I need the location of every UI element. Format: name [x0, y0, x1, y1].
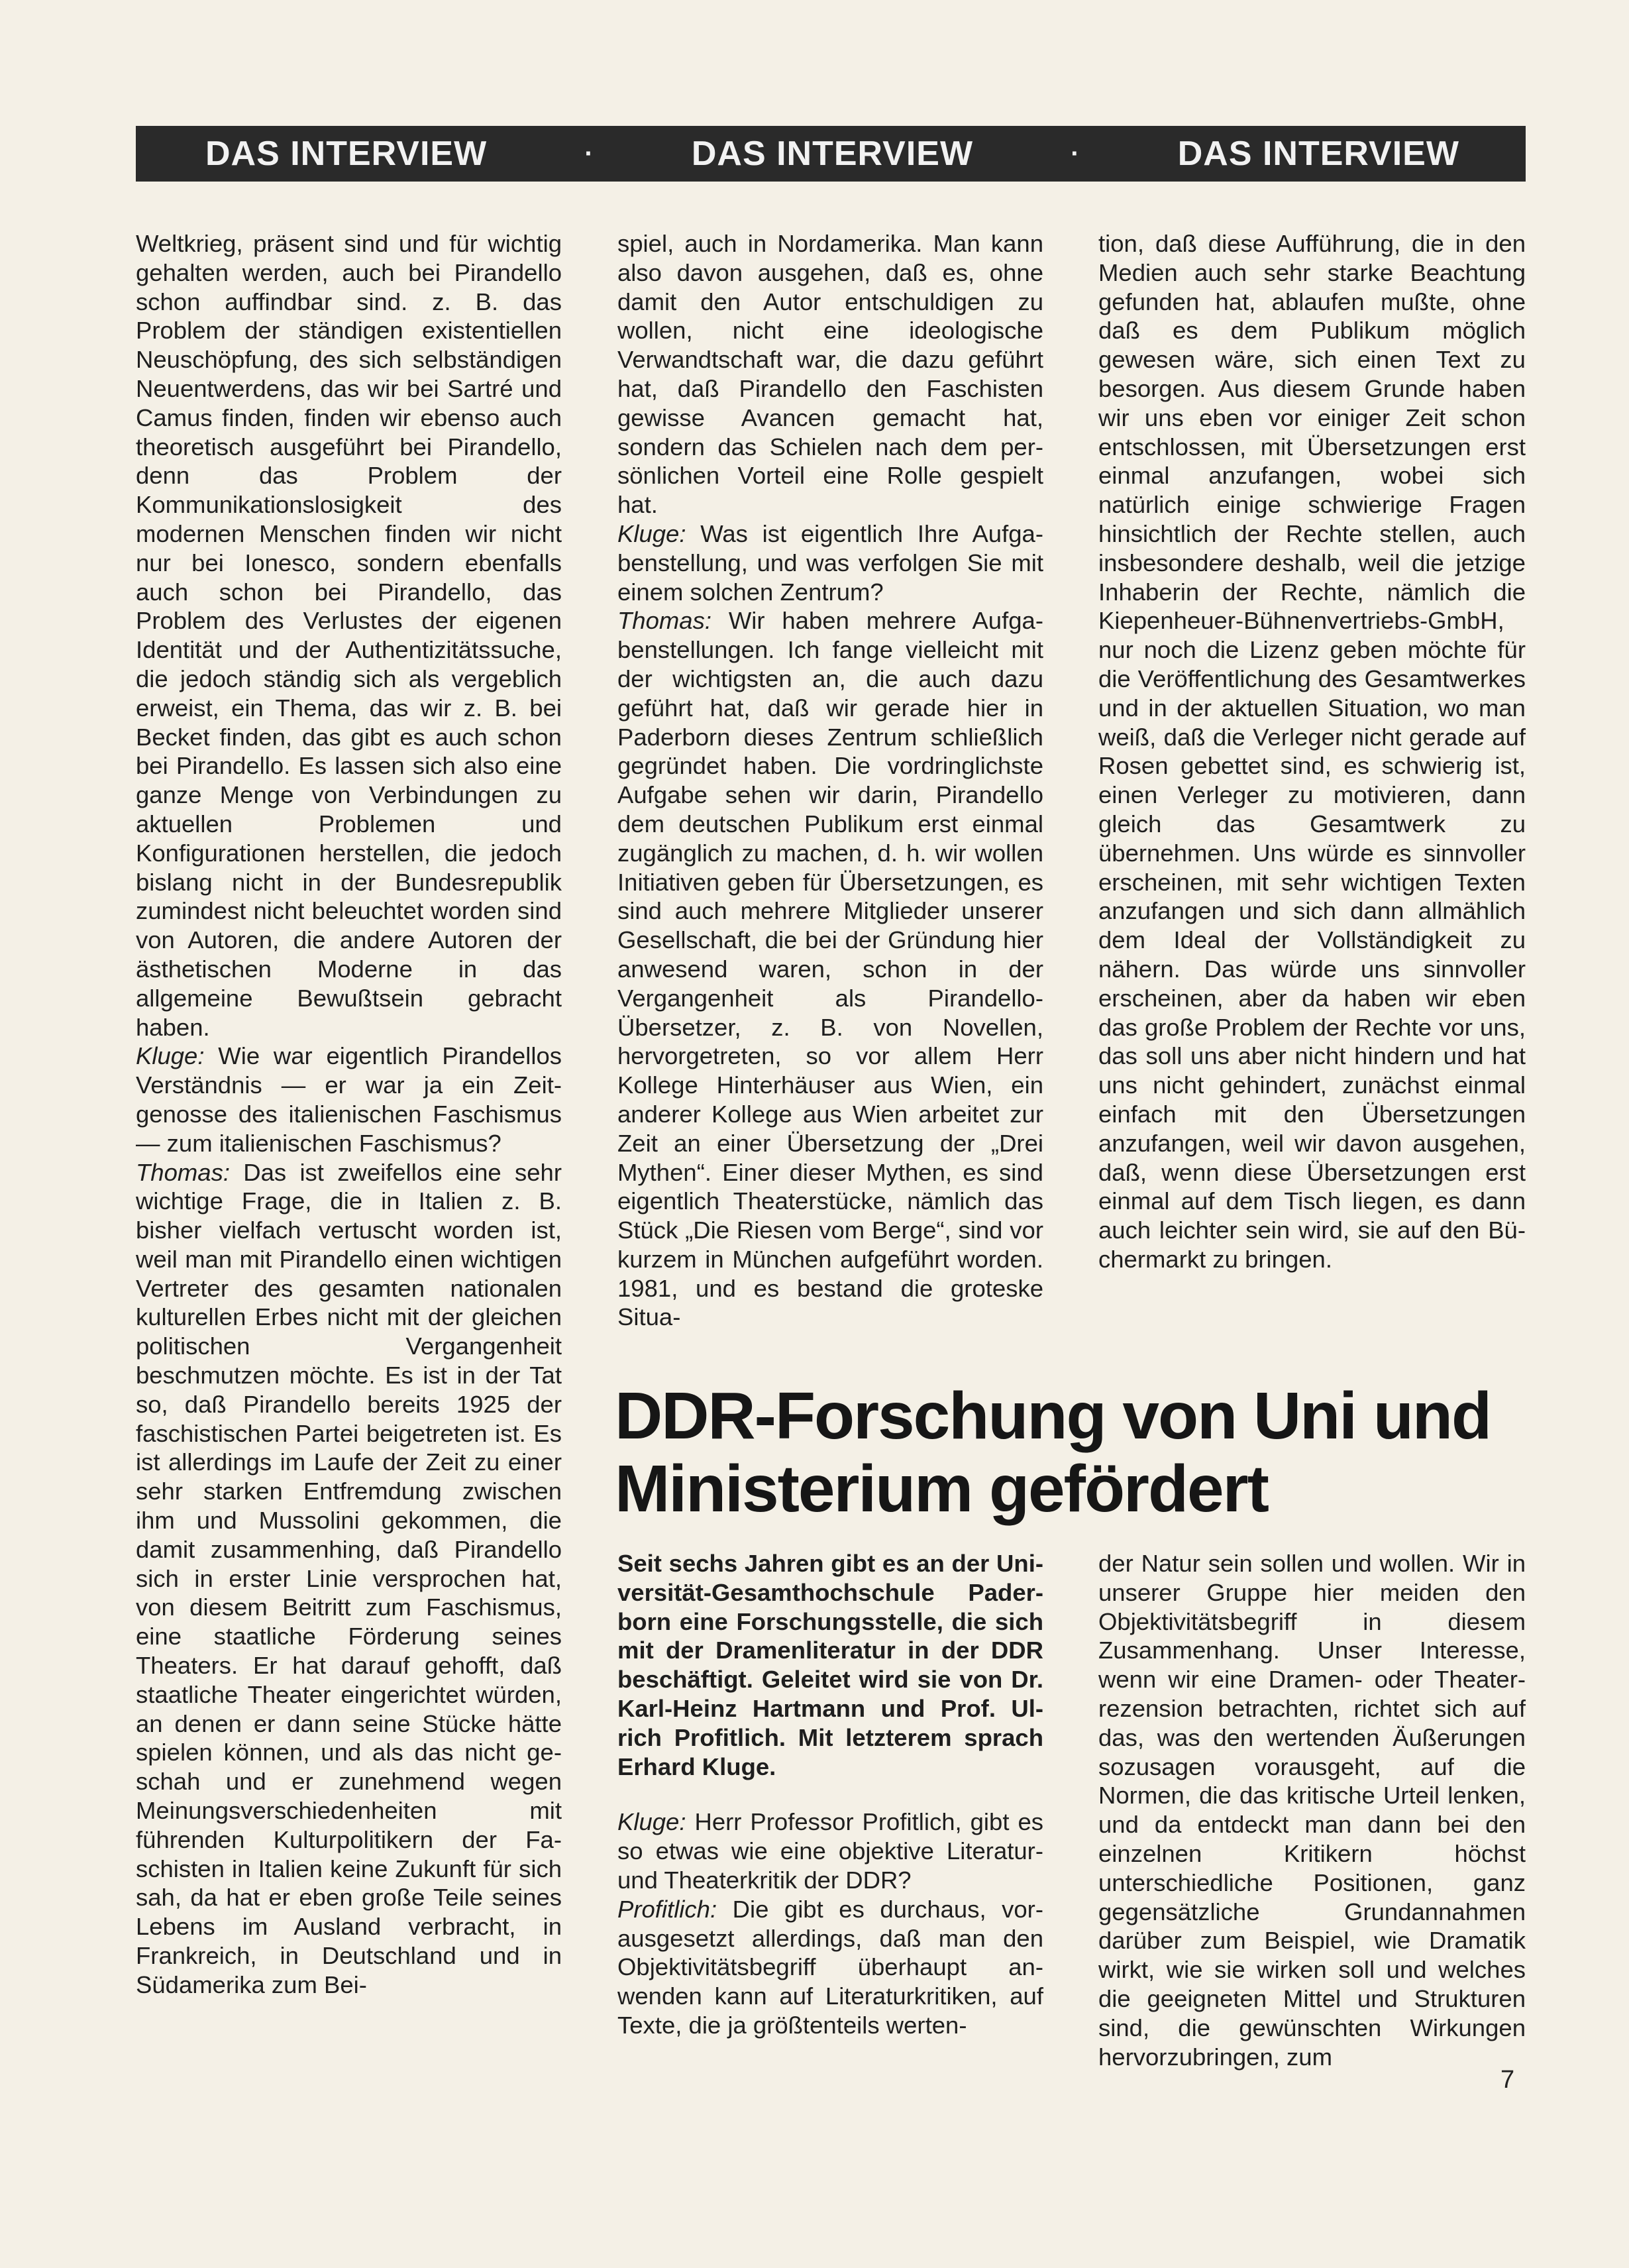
paragraph [136, 229, 562, 1042]
banner-separator: · [584, 138, 594, 168]
paragraph-text: Wie war eigentlich Pirandellos Verständnis — er war ja ein Zeitgenosse des italienischen Faschismus — zum italienischen Faschismus? [136, 1042, 562, 1157]
paragraph-text: Wir haben mehrere Aufgabenstellungen. Ich fange vielleicht mit der wichtigsten an, die auch dazu geführt hat, daß wir gerade hier in Paderborn dieses Zentrum schließlich gegründet haben. Die vordringlichste Aufgabe sehen wir darin, Pirandello dem deutschen Publikum erst einmal zugänglich zu machen, d. h. wir wollen Initiativen geben für Übersetzungen, es sind auch mehrere Mitglieder unserer Gesellschaft, die bei der Gründung hier anwesend waren, schon in der Vergangenheit als Pirandello-Übersetzer, z. B. von Novellen, hervorgetreten, so vor allem Herr Kollege Hinterhäuser aus Wien, ein anderer Kollege aus Wien arbeitet zur Zeit an einer Übersetzung der „Drei Mythen“. Einer dieser Mythen, es sind eigentlich Theaterstücke, nämlich das Stück „Die Riesen vom Berge“, sind vor kurzem in München aufgeführt worden. 1981, und es bestand die groteske Situa- [617, 607, 1043, 1331]
banner-label: DAS INTERVIEW [1177, 135, 1459, 173]
paragraph [617, 519, 1043, 606]
article-lead: Seit sechs Jahren gibt es an der Universität-Gesamthochschule Paderborn eine Forschungsstelle, die sich mit der Dramenliteratur in der DDR beschäftigt. Geleitet wird sie von Dr. Karl-Heinz Hartmann und Prof. Ulrich Profitlich. Mit letzterem sprach Erhard Kluge. [617, 1550, 1043, 1780]
paragraph-text: tion, daß diese Aufführung, die in den Medien auch sehr starke Beachtung gefunden hat, ablaufen mußte, ohne daß es dem Publikum möglich gewesen wäre, sich einen Text zu besorgen. Aus diesem Grunde haben wir uns eben vor einiger Zeit schon entschlossen, mit Übersetzungen erst einmal anzufangen, wobei sich natürlich einige schwierige Fragen hinsichtlich der Rechte stellen, auch insbesondere deshalb, weil die jetzige Inhaberin der Rechte, nämlich die Kiepenheuer-Bühnenvertriebs-GmbH, nur noch die Lizenz geben möchte für die Veröffentlichung des Gesamtwerkes und in der aktuellen Situation, wo man weiß, daß die Verleger nicht gerade auf Rosen gebettet sind, es schwierig ist, einen Verleger zu motivieren, dann gleich das Gesamtwerk zu übernehmen. Uns würde es sinnvoller erscheinen, mit sehr wichtigen Texten anzufangen und sich dann allmählich dem Ideal der Vollständigkeit zu nähern. Das würde uns sinnvoller erscheinen, aber da haben wir eben das große Problem der Rechte vor uns, das soll uns aber nicht hindern und hat uns nicht gehindert, zunächst einmal einfach mit den Übersetzungen anzufangen, weil wir davon ausgehen, daß, wenn diese Übersetzungen erst einmal auf dem Tisch liegen, es dann auch leichter sein wird, sie auf den Büchermarkt zu bringen. [1098, 230, 1526, 1273]
paragraph [617, 606, 1043, 1332]
paragraph-text: Das ist zweifellos eine sehr wichtige Frage, die in Italien z. B. bisher vielfach vertuscht worden ist, weil man mit Pirandello einen wichtigen Vertreter des gesamten nationalen kulturellen Erbes nicht mit der gleichen politischen Vergangenheit beschmutzen möchte. Es ist in der Tat so, daß Pirandello bereits 1925 der faschistischen Partei beigetreten ist. Es ist allerdings im Laufe der Zeit zu einer sehr starken Entfremdung zwischen ihm und Mussolini gekommen, die damit zusammenhing, daß Pirandello sich in erster Linie versprochen hat, von diesem Beitritt zum Faschismus, eine staatliche Förderung seines Theaters. Er hat darauf gehofft, daß staatliche Theater eingerichtet würden, an denen er dann seine Stücke hätte spielen können, und als das nicht geschah und er zunehmend wegen Meinungsverschiedenheiten mit führenden Kulturpolitikern der Faschisten in Italien keine Zukunft für sich sah, da hat er eben große Teile seines Lebens im Ausland verbracht, in Frankreich, in Deutschland und in Südamerika zum Bei- [136, 1158, 562, 1998]
paragraph [136, 1042, 562, 1158]
paragraph [1098, 1549, 1526, 2071]
speaker-label: Thomas: [617, 607, 711, 635]
paragraph [1098, 229, 1526, 1274]
interview-column-2 [617, 229, 1043, 1332]
speaker-label: Kluge: [617, 1808, 686, 1836]
article-column-2 [1098, 1549, 1526, 2071]
article-headline: DDR-Forschung von Uni und Ministerium gefördert [615, 1379, 1491, 1526]
section-banner [136, 126, 1526, 182]
paragraph-text: Weltkrieg, präsent sind und für wichtig gehalten werden, auch bei Pirandello schon auffindbar sind. z. B. das Problem der ständigen existentiellen Neuschöpfung, des sich selbständigen Neuentwerdens, das wir bei Sartré und Camus finden, finden wir ebenso auch theoretisch ausgeführt bei Pirandello, denn das Problem der Kommunikationslosigkeit des modernen Menschen finden wir nicht nur bei Ionesco, sondern ebenfalls auch schon bei Pirandello, das Problem des Verlustes der eigenen Identität und der Authentizitätssuche, die jedoch ständig sich als vergeblich erweist, ein Thema, das wir z. B. bei Becket finden, das gibt es auch schon bei Pirandello. Es lassen sich also eine ganze Menge von Verbindungen zu aktuellen Problemen und Konfigurationen herstellen, die jedoch bislang nicht in der Bundesrepublik zumindest nicht beleuchtet worden sind von Autoren, die andere Autoren der ästhetischen Moderne in das allgemeine Bewußtsein gebracht haben. [136, 230, 562, 1041]
spacer [617, 1781, 1043, 1808]
banner-label: DAS INTERVIEW [205, 135, 488, 173]
speaker-label: Thomas: [136, 1158, 230, 1186]
paragraph [617, 1808, 1043, 1894]
paragraph-text: Herr Professor Profitlich, gibt es so etwas wie eine objektive Literatur- und Theaterkritik der DDR? [617, 1808, 1043, 1894]
article-column-1 [617, 1549, 1043, 2040]
paragraph-text: Die gibt es durchaus, vorausgesetzt allerdings, daß man den Objektivitätsbegriff überhaupt anwenden kann auf Literaturkritiken, auf Texte, die ja größtenteils werten- [617, 1895, 1043, 2039]
banner-separator: · [1071, 138, 1080, 168]
paragraph-text: Was ist eigentlich Ihre Aufgabenstellung, und was verfolgen Sie mit einem solchen Zentrum? [617, 519, 1043, 606]
banner-label: DAS INTERVIEW [691, 135, 974, 173]
interview-column-3 [1098, 229, 1526, 1274]
speaker-label: Kluge: [617, 519, 686, 547]
paragraph [136, 1158, 562, 2000]
speaker-label: Kluge: [136, 1042, 205, 1070]
paragraph [617, 229, 1043, 519]
paragraph-text: der Natur sein sollen und wollen. Wir in unserer Gruppe hier meiden den Objektivitätsbegriff in diesem Zusammenhang. Unser Interesse, wenn wir eine Dramen- oder Theaterrezension betrachten, richtet sich auf das, was den wertenden Äußerungen sozusagen vorausgeht, auf die Normen, die das kritische Urteil lenken, und da entdeckt man dann bei den einzelnen Kritikern höchst unterschiedliche Positionen, ganz gegensätzliche Grundannahmen darüber zum Beispiel, wie Dramatik wirkt, wie sie wirken soll und welches die geeigneten Mittel und Strukturen sind, die gewünschten Wirkungen hervorzubringen, zum [1098, 1550, 1526, 2071]
interview-column-1 [136, 229, 562, 2000]
page-number: 7 [1500, 2066, 1515, 2094]
speaker-label: Profitlich: [617, 1895, 717, 1923]
paragraph-text: spiel, auch in Nordamerika. Man kann also davon ausgehen, daß es, ohne damit den Autor entschuldigen zu wollen, nicht eine ideologische Verwandtschaft war, die dazu geführt hat, daß Pirandello den Faschisten gewisse Avancen gemacht hat, sondern das Schielen nach dem persönlichen Vorteil eine Rolle gespielt hat. [617, 230, 1043, 519]
paragraph [617, 1895, 1043, 2040]
